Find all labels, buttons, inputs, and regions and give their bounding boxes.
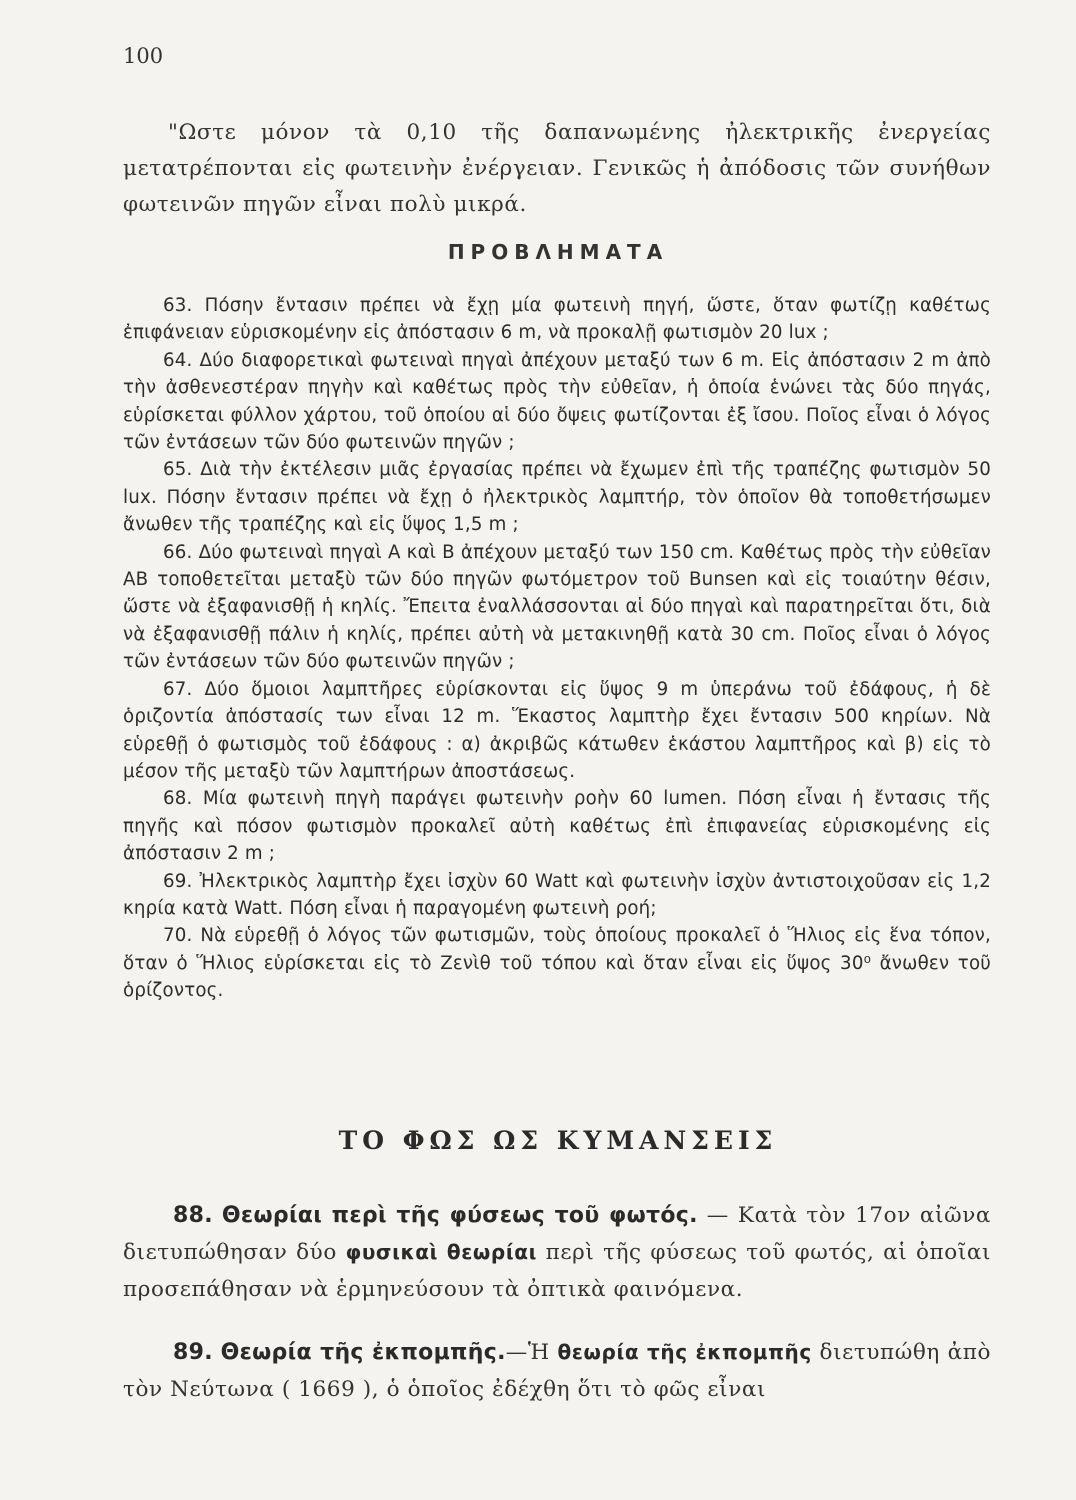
problem-68: 68. Μία φωτεινὴ πηγὴ παράγει φωτεινὴν ροὴν 60 lumen. Πόση εἶναι ἡ ἔντασις τῆς πηγῆς καὶ πόσον φωτισμὸν προκαλεῖ αὐτὴ καθέτως ἐπὶ ἐπιφανείας εὑρισκομένης εἰς ἀπόστασιν 2 m ; [123,788,991,865]
problem-67: 67. Δύο ὅμοιοι λαμπτῆρες εὑρίσκονται εἰς ὕψος 9 m ὑπεράνω τοῦ ἐδάφους, ἡ δὲ ὁριζοντία ἀπόστασίς των εἶναι 12 m. Ἕκαστος λαμπτὴρ ἔχει ἔντασιν 500 κηρίων. Νὰ εὑρεθῇ ὁ φωτισμὸς τοῦ ἐδάφους : α) ἀκριβῶς κάτωθεν ἑκάστου λαμπτῆρος καὶ β) εἰς τὸ μέσον τῆς μεταξὺ τῶν λαμπτήρων ἀποστάσεως. [123,678,991,782]
problem-66: 66. Δύο φωτειναὶ πηγαὶ Α καὶ Β ἀπέχουν μεταξύ των 150 cm. Καθέτως πρὸς τὴν εὐθεῖαν ΑΒ τοποθετεῖται μεταξὺ τῶν δύο πηγῶν φωτόμετρον τοῦ Bunsen καὶ εἰς τοιαύτην θέσιν, ὥστε νὰ ἐξαφανισθῇ ἡ κηλίς. Ἔπειτα ἐναλλάσσονται αἱ δύο πηγαὶ καὶ παρατηρεῖται ὅτι, διὰ νὰ ἐξαφανισθῇ πάλιν ἡ κηλίς, πρέπει αὐτὴ νὰ μετακινηθῇ κατὰ 30 cm. Ποῖος εἶναι ὁ λόγος τῶν ἐντάσεων τῶν δύο φωτεινῶν πηγῶν ; [123,541,991,673]
problem-69: 69. Ἠλεκτρικὸς λαμπτὴρ ἔχει ἰσχὺν 60 Watt καὶ φωτεινὴν ἰσχὺν ἀντιστοιχοῦσαν εἰς 1,2 κηρία κατὰ Watt. Πόση εἶναι ἡ παραγομένη φωτεινὴ ροή; [123,870,991,919]
problem-65: 65. Διὰ τὴν ἐκτέλεσιν μιᾶς ἐργασίας πρέπει νὰ ἔχωμεν ἐπὶ τῆς τραπέζης φωτισμὸν 50 lux. Πόσην ἔντασιν πρέπει νὰ ἔχῃ ὁ ἠλεκτρικὸς λαμπτήρ, τὸν ὁποῖον θὰ τοποθετήσωμεν ἄνωθεν τῆς τραπέζης καὶ εἰς ὕψος 1,5 m ; [123,459,991,536]
paragraph-89-bold-term: θεωρία τῆς ἐκπομπῆς [557,1340,812,1364]
paragraph-89-number: 89. [173,1340,213,1365]
paragraph-88 [123,1197,991,1308]
paragraph-89 [123,1334,991,1408]
problem-63: 63. Πόσην ἔντασιν πρέπει νὰ ἔχῃ μία φωτεινὴ πηγή, ὥστε, ὅταν φωτίζῃ καθέτως ἐπιφάνειαν εὑρισκομένην εἰς ἀπόστασιν 6 m, νὰ προκαλῇ φωτισμὸν 20 lux ; [123,295,991,344]
paragraph-89-text-a: —Ἡ [505,1340,558,1365]
paragraph-88-bold-term: φυσικαὶ θεωρίαι [345,1240,537,1264]
paragraph-88-heading: Θεωρίαι περὶ τῆς φύσεως τοῦ φωτός. [221,1203,698,1228]
section-title: ΤΟ ΦΩΣ ΩΣ ΚΥΜΑΝΣΕΙΣ [338,1126,778,1155]
problems-heading: ΠΡΟΒΛΗΜΑΤΑ [447,240,669,264]
paragraph-88-text-a: — Κατὰ τὸν 17ον αἰῶνα διετυπώθησαν δύο [123,1203,991,1265]
paragraph-88-number: 88. [173,1203,213,1228]
problem-64: 64. Δύο διαφορετικαὶ φωτειναὶ πηγαὶ ἀπέχουν μεταξύ των 6 m. Εἰς ἀπόστασιν 2 m ἀπὸ τὴν ἀσθενεστέραν πηγὴν καὶ καθέτως πρὸς τὴν εὐθεῖαν, ἡ ὁποία ἑνώνει τὰς δύο πηγάς, εὑρίσκεται φύλλον χάρτου, τοῦ ὁποίου αἱ δύο ὄψεις φωτίζονται ἐξ ἴσου. Ποῖος εἶναι ὁ λόγος τῶν ἐντάσεων τῶν δύο φωτεινῶν πηγῶν ; [123,349,991,454]
paragraph-89-heading: Θεωρία τῆς ἐκπομπῆς. [220,1340,506,1365]
page-number: 100 [123,44,164,68]
paragraph-89-text-b: διετυπώθη ἀπὸ τὸν Νεύτωνα ( 1669 ), ὁ ὁποῖος ἐδέχθη ὅτι τὸ φῶς εἶναι [123,1340,991,1402]
problems-list [123,292,991,1005]
intro-paragraph: "Ωστε μόνον τὰ 0,10 τῆς δαπανωμένης ἠλεκτρικῆς ἐνεργείας μετατρέπονται εἰς φωτεινὴν ἐνέργειαν. Γενικῶς ἡ ἀπόδοσις τῶν συνήθων φωτεινῶν πηγῶν εἶναι πολὺ μικρά. [123,120,991,217]
paragraph-88-text-b: περὶ τῆς φύσεως τοῦ φωτός, αἱ ὁποῖαι προσεπάθησαν νὰ ἑρμηνεύσουν τὰ ὀπτικὰ φαινόμενα. [123,1240,992,1302]
problem-70: 70. Νὰ εὑρεθῇ ὁ λόγος τῶν φωτισμῶν, τοὺς ὁποίους προκαλεῖ ὁ Ἥλιος εἰς ἕνα τόπον, ὅταν ὁ Ἥλιος εὑρίσκεται εἰς τὸ Ζενὶθ τοῦ τόπου καὶ ὅταν εἶναι εἰς ὕψος 30⁰ ἄνωθεν τοῦ ὁρίζοντος. [123,925,991,1002]
